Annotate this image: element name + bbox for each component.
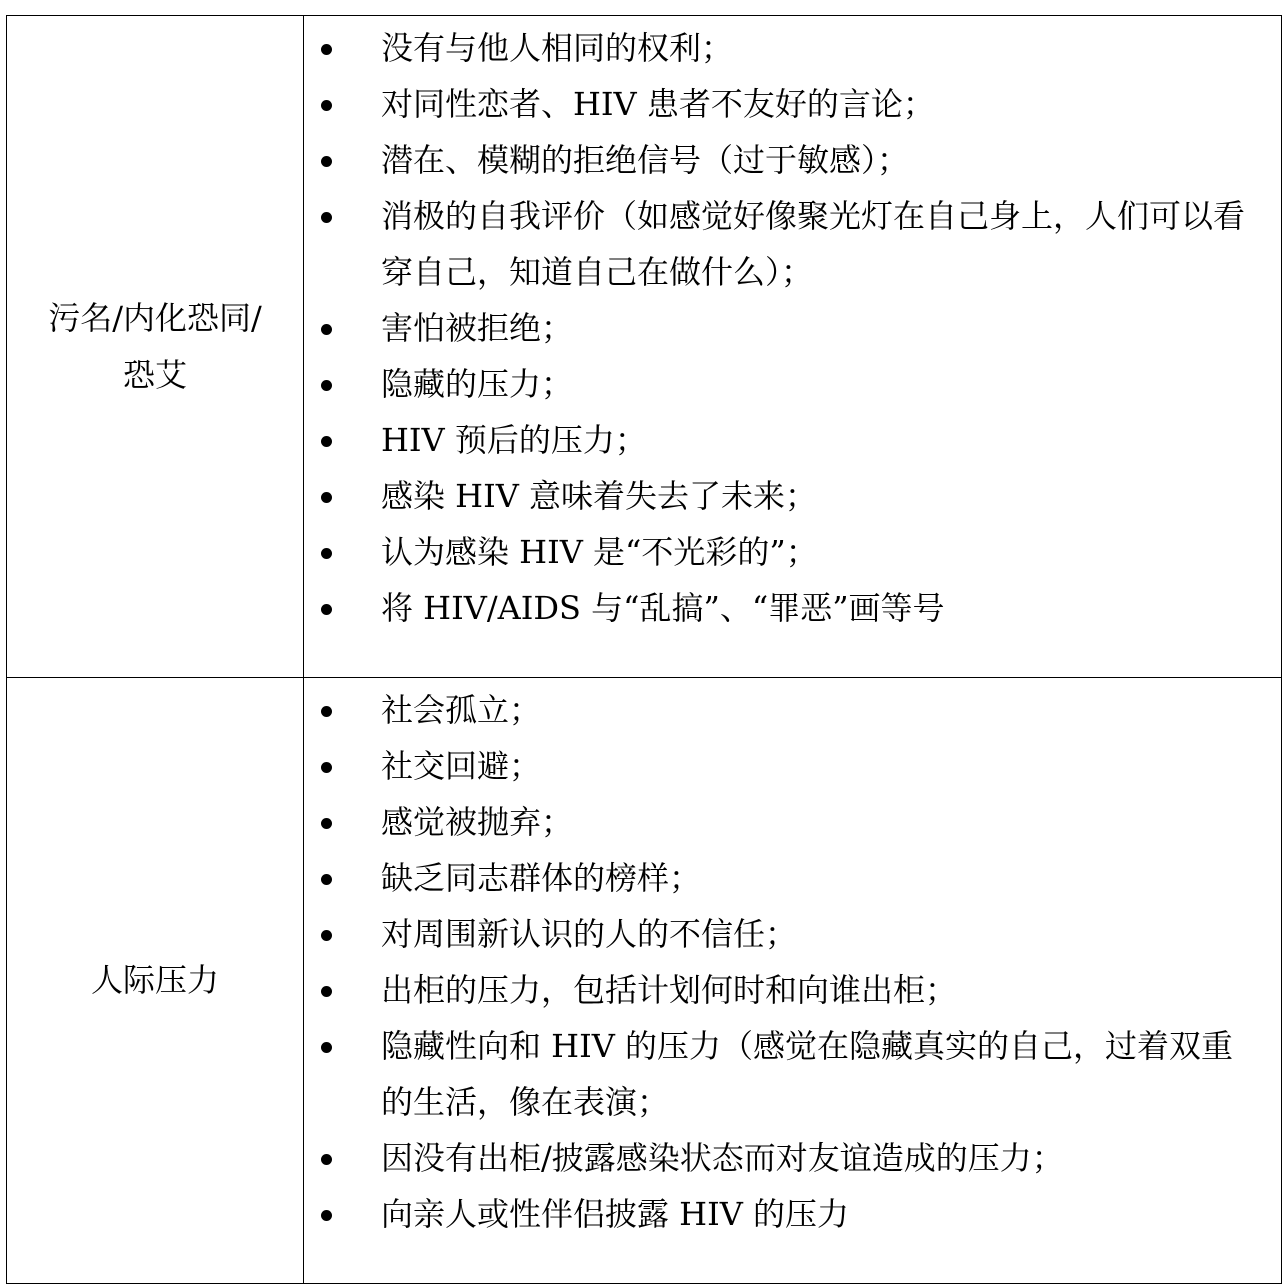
table-row-interpersonal xyxy=(7,678,1281,1284)
bullet-icon xyxy=(304,188,381,244)
item-text: 对周围新认识的人的不信任； xyxy=(381,915,798,953)
bullet-icon xyxy=(304,20,381,76)
bullet-icon xyxy=(304,682,381,738)
bullet-icon xyxy=(304,1018,381,1074)
list-item xyxy=(304,1130,1261,1186)
item-list xyxy=(304,16,1281,677)
category-cell xyxy=(7,678,304,1283)
bullet-icon xyxy=(304,906,381,962)
item-text: 没有与他人相同的权利； xyxy=(381,29,734,67)
item-text: 认为感染 HIV 是“不光彩的”； xyxy=(381,533,818,571)
table-row-stigma xyxy=(7,16,1281,678)
list-item xyxy=(304,524,1261,580)
bullet-icon xyxy=(304,580,381,636)
bullet-icon xyxy=(304,468,381,524)
list-item xyxy=(304,682,1261,738)
list-item xyxy=(304,76,1261,132)
stress-table xyxy=(6,15,1282,1284)
bullet-icon xyxy=(304,738,381,794)
item-text: 将 HIV/AIDS 与“乱搞”、“罪恶”画等号 xyxy=(381,589,945,627)
bullet-icon xyxy=(304,794,381,850)
item-text: 感染 HIV 意味着失去了未来； xyxy=(381,477,818,515)
bullet-icon xyxy=(304,412,381,468)
bullet-icon xyxy=(304,850,381,906)
item-list xyxy=(304,678,1281,1283)
item-text: 消极的自我评价（如感觉好像聚光灯在自己身上，人们可以看穿自己，知道自己在做什么）； xyxy=(381,197,1246,291)
item-text: 隐藏性向和 HIV 的压力（感觉在隐藏真实的自己，过着双重的生活，像在表演； xyxy=(381,1027,1234,1121)
bullet-icon xyxy=(304,962,381,1018)
item-text: HIV 预后的压力； xyxy=(381,421,647,459)
list-item xyxy=(304,132,1261,188)
list-item xyxy=(304,1018,1261,1130)
item-text: 向亲人或性伴侣披露 HIV 的压力 xyxy=(381,1195,850,1233)
category-label: 污名/内化恐同/ 恐艾 xyxy=(48,298,262,394)
list-item xyxy=(304,580,1261,636)
item-text: 缺乏同志群体的榜样； xyxy=(381,859,702,897)
item-text: 害怕被拒绝； xyxy=(381,309,574,347)
item-text: 社交回避； xyxy=(381,747,542,785)
item-text: 隐藏的压力； xyxy=(381,365,574,403)
item-text: 潜在、模糊的拒绝信号（过于敏感）； xyxy=(381,141,910,179)
list-item xyxy=(304,300,1261,356)
list-item xyxy=(304,794,1261,850)
bullet-icon xyxy=(304,356,381,412)
bullet-icon xyxy=(304,300,381,356)
bullet-icon xyxy=(304,132,381,188)
list-item xyxy=(304,738,1261,794)
item-text: 因没有出柜/披露感染状态而对友谊造成的压力； xyxy=(381,1139,1064,1177)
category-label: 人际压力 xyxy=(90,961,219,999)
list-item xyxy=(304,412,1261,468)
item-text: 对同性恋者、HIV 患者不友好的言论； xyxy=(381,85,935,123)
item-text: 出柜的压力，包括计划何时和向谁出柜； xyxy=(381,971,958,1009)
bullet-icon xyxy=(304,76,381,132)
item-text: 社会孤立； xyxy=(381,691,542,729)
list-item xyxy=(304,20,1261,76)
bullet-icon xyxy=(304,524,381,580)
item-text: 感觉被抛弃； xyxy=(381,803,574,841)
list-item xyxy=(304,850,1261,906)
bullet-icon xyxy=(304,1186,381,1242)
list-item xyxy=(304,906,1261,962)
list-item xyxy=(304,188,1261,300)
list-item xyxy=(304,1186,1261,1242)
list-item xyxy=(304,468,1261,524)
list-item xyxy=(304,356,1261,412)
list-item xyxy=(304,962,1261,1018)
category-cell xyxy=(7,16,304,677)
bullet-icon xyxy=(304,1130,381,1186)
